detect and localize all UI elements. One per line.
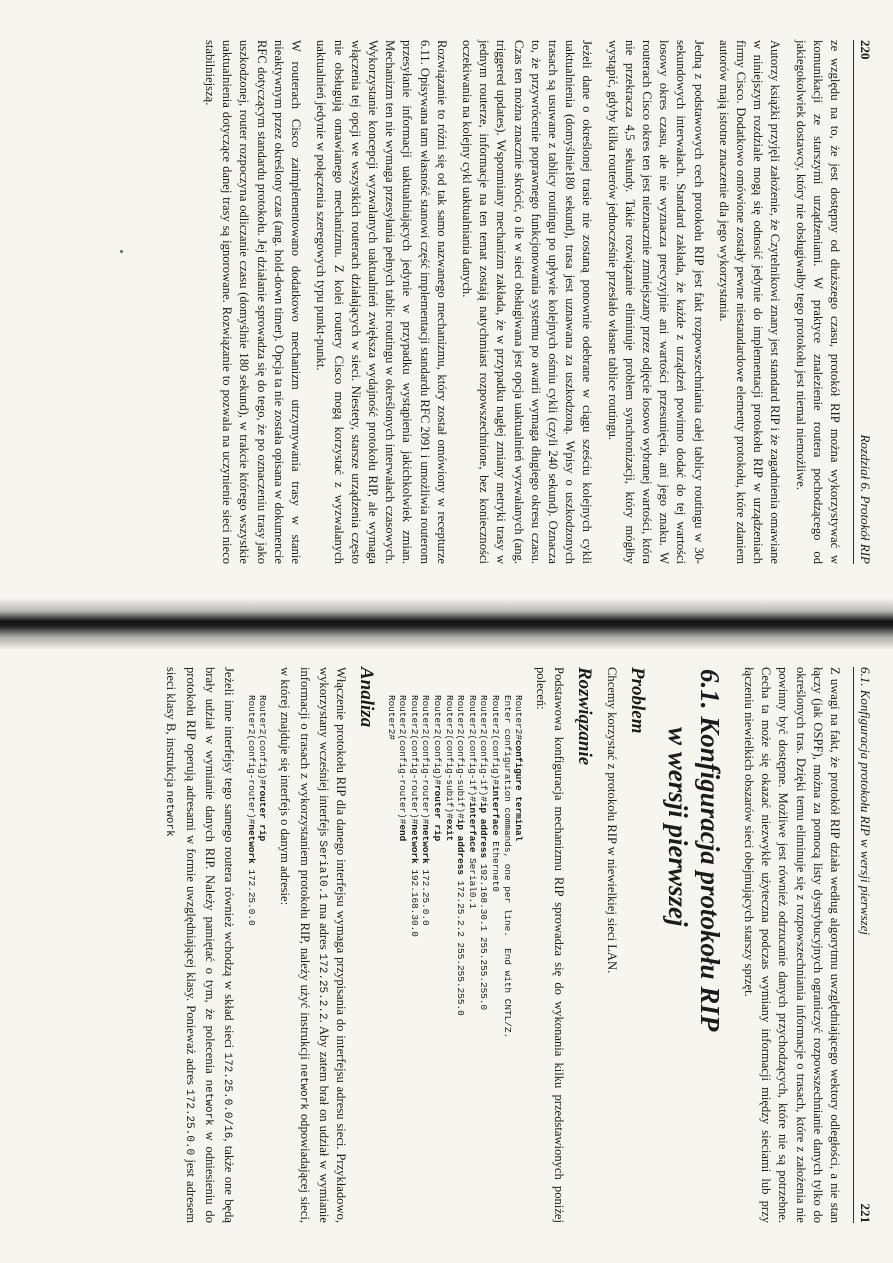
body-paragraph: W routerach Cisco zaimplementowano dodatkowo mechanizm utrzymywania trasy w stanie nieaktywnym przez określony czas (ang. hold-down timer). Opcja ta nie została opisana w dokumencie RFC dotyczącym standardu protokołu. Jej działanie sprowadza się do tego, że po oznaczeniu trasy jako uszkodzonej, router rozpoczyna odliczanie czasu (domyślnie 180 sekund), w trakcie którego wszystkie uaktualnienia dotyczące danej trasy są ignorowane. Rozwiązanie to pozwala na uczynienie sieci nieco stabilniejszą. bbox=[203, 40, 304, 564]
intro-paragraph: Z uwagi na fakt, że protokół RIP działa według algorytmu uwzględniającego wektory odległości, a nie stan łączy (jak OSPF), można za pomocą listy dystrybucyjnych ograniczyć rozpowszechnianie danych tylko do określonych tras. Dzięki temu eliminuje się z rozpowszechniania informacje o trasach, które z założenia nie powinny być dostępne. Możliwe jest również odrzucanie danych przychodzących, które nie są potrzebne. Cecha ta może się okazać niezwykle użyteczna podczas wymiany informacji między sieciami lub przy łączeniu niewielkich obszarów sieci obejmujących starszy sprzęt. bbox=[741, 667, 842, 1223]
config-command: network bbox=[420, 824, 432, 864]
inline-code: network bbox=[201, 1079, 214, 1126]
book-gutter-shadow bbox=[0, 598, 893, 650]
text-run: odpowiadającej sieci, w której znajduje się interfejs o danym adresie: bbox=[278, 667, 312, 1223]
config-line bbox=[513, 695, 524, 841]
section-title bbox=[662, 667, 726, 1223]
config-prompt: Router2# bbox=[513, 695, 525, 741]
text-run: w odniesieniu do protokołu RIP operują adresami w formie uwzględniającej klasy. Ponieważ adres bbox=[183, 667, 217, 1223]
config-prompt: Router2(config)# bbox=[257, 695, 269, 786]
config-line bbox=[257, 695, 268, 841]
inline-code: 172.25.0.0 bbox=[182, 1089, 195, 1156]
config-command: ip address bbox=[478, 801, 490, 859]
config-line bbox=[444, 695, 455, 841]
scan-speck bbox=[120, 250, 123, 253]
text-run: Włączenie protokołu RIP dla danego interfejsu wymaga przypisania do interfejsu adresu sieci. Przykładowo, wykorzystany wcześniej interfejs bbox=[316, 667, 349, 1223]
config-prompt: Router2(config-router)# bbox=[245, 695, 257, 825]
final-paragraph bbox=[160, 667, 237, 1223]
analysis-config-listing bbox=[245, 695, 268, 1223]
config-command: router rip bbox=[432, 785, 444, 842]
config-line bbox=[502, 695, 513, 1038]
config-command: interface bbox=[466, 801, 478, 853]
heading-problem: Problem bbox=[626, 667, 648, 734]
page-number-left: 220 bbox=[858, 40, 873, 60]
config-line bbox=[432, 695, 443, 841]
analysis-paragraph bbox=[276, 667, 349, 1223]
config-line bbox=[386, 695, 397, 740]
heading-analysis: Analiza bbox=[356, 667, 378, 728]
config-line bbox=[455, 695, 466, 1016]
running-header-right bbox=[853, 667, 873, 1223]
text-run: Jeżeli inne interfejsy tego samego routera również wchodzą w skład sieci bbox=[222, 667, 237, 1053]
config-line bbox=[490, 695, 501, 892]
config-command: interface bbox=[489, 785, 501, 836]
config-prompt: Router2(config-if)# bbox=[478, 695, 490, 802]
problem-paragraph: Chcemy korzystać z protokołu RIP w niewielkiej sieci LAN. bbox=[604, 667, 619, 974]
config-listing bbox=[385, 695, 524, 1223]
config-command: router rip bbox=[257, 785, 269, 842]
heading-solution: Rozwiązanie bbox=[573, 667, 595, 766]
inline-code: 172.25.2.2 bbox=[315, 953, 328, 1020]
config-line bbox=[420, 695, 431, 926]
body-paragraph: Rozwiązanie to różni się od tak samo nazwanego mechanizmu, który został omówiony w recepturze 6.11. Opisywana tam własność stanowi część implementacji standardu RFC 2091 i umożliwia routerom przesyłanie informacji uaktualniających jedynie w przypadku wystąpienia jakichkolwiek zmian. Mechanizm ten nie wymaga przesyłania pełnych tablic routingu w określonych interwałach czasowych. Wykorzystanie koncepcji wyzwalanych uaktualnień zwiększa wydajność protokołu RIP, ale wymaga włączenia tej opcji we wszystkich routerach działających w sieci. Niestety, starsze urządzenia często nie obsługują omawianego mechanizmu. Z kolei routery Cisco mogą korzystać z wyzwalanych uaktualnień jedynie w połączenia szeregowych typu punkt-punkt. bbox=[314, 40, 449, 564]
config-line bbox=[467, 695, 478, 909]
config-command: network bbox=[245, 824, 257, 864]
inline-code: network bbox=[163, 790, 176, 837]
config-line bbox=[246, 695, 257, 926]
config-prompt: Router2(config-router)# bbox=[397, 695, 409, 825]
config-line bbox=[478, 695, 489, 1010]
right-page bbox=[0, 645, 893, 1263]
config-prompt: Router2# bbox=[385, 695, 397, 741]
running-header-left bbox=[853, 40, 873, 564]
inline-code: network bbox=[296, 1063, 309, 1110]
config-argument: 192.168.30.0 bbox=[408, 863, 420, 937]
body-paragraph: Autorzy książki przyjęli założenie, że Czytelnikowi znany jest standard RIP i że zagadnienia omawiane w niniejszym rozdziale mogą się odnosić jedynie do implementacji protokołu RIP w urządzeniach firmy Cisco. Dodatkowo omówione zostały pewne niestandardowe elementy protokołu, które zdaniem autorów mają istotne znaczenie dla jego wykorzystania. bbox=[716, 40, 783, 564]
text-run: jest adresem sieci klasy B, instrukcja bbox=[164, 667, 198, 1223]
config-argument: 172.25.2.2 255.255.255.0 bbox=[455, 875, 467, 1016]
config-argument: 192.168.30.1 255.255.255.0 bbox=[478, 858, 490, 1011]
config-command: network bbox=[408, 824, 420, 864]
page-number-right: 221 bbox=[858, 1203, 873, 1223]
config-argument: 172.25.0.0 bbox=[245, 863, 257, 926]
inline-code: 172.25.0.0/16 bbox=[221, 1052, 234, 1139]
section-title-line1: 6.1. Konfiguracja protokołu RIP bbox=[694, 669, 725, 1032]
config-prompt: Router2(config)# bbox=[489, 695, 501, 786]
config-argument: Ethernet0 bbox=[489, 835, 501, 892]
config-command: configure terminal bbox=[513, 740, 525, 842]
config-prompt: Enter configuration commands, one per line. End with CNTL/Z. bbox=[501, 695, 513, 1039]
solution-paragraph: Podstawowa konfiguracja mechanizmu RIP sprowadza się do wykonania kilku przedstawionych poniżej poleceń: bbox=[534, 667, 566, 1223]
body-paragraph: Jedną z podstawowych cech protokołu RIP jest fakt rozpowszechniania całej tablicy routingu w 30-sekundowych interwałach. Standard zakłada, że każde z urządzeń powinno dodać do tej wartości losowy okres czasu, ale nie wyznacza precyzyjnie ani wartości przesunięcia, ani jego znaku. W routerach Cisco okres ten jest nieznacznie zmniejszany przez odjęcie losowo wybranej wartości, która nie przekracza 4,5 sekundy. Takie rozwiązanie eliminuje problem synchronizacji, który mógłby wystąpić, gdyby kilka routerów jednocześnie przesłało własne tablice routingu. bbox=[605, 40, 706, 564]
running-head-left: Rozdział 6. Protokół RIP bbox=[858, 434, 873, 564]
config-prompt: Router2(config-subif)# bbox=[455, 695, 467, 819]
body-paragraph: Jeżeli dane o określonej trasie nie zostaną ponownie odebrane w ciągu sześciu kolejnych cykli uaktualnienia (domyślnie180 sekund), trasa jest uznawana za uszkodzoną. Wpisy o uszkodzonych trasach są usuwane z tablicy routingu po upływie kolejnych ośmiu cykli (czyli 240 sekund). Oznacza to, że przywrócenie poprawnego funkcjonowania systemu po awarii wymaga długiego okresu czasu. Czas ten można znacznie skrócić, o ile w sieci obsługiwana jest opcja uaktualnień wyzwalanych (ang. triggered updates). Wspomniany mechanizm zakłada, że w przypadku nagłej zmiany metryki trasy w jednym routerze, informacje na ten temat zostają natychmiast rozpowszechnione, bez konieczności oczekiwania na kolejny cykl uaktualniania danych. bbox=[459, 40, 595, 564]
text-run: , także one będą brały udział w wymianie danych RIP. Należy pamiętać o tym, że polecenia bbox=[202, 667, 237, 1223]
body-paragraph: ze względu na to, że jest dostępny od dłuższego czasu, protokół RIP można wykorzystywać w komunikacji ze starszymi urządzeniami. W praktyce znalezienie routera pochodzącego od jakiegokolwiek dostawcy, który nie obsługiwałby tego protokołu jest niemal niemożliwe. bbox=[793, 40, 842, 564]
text-run: ma adres bbox=[316, 899, 331, 954]
inline-code: Serial0.1 bbox=[315, 840, 328, 900]
config-prompt: Router2(config-router)# bbox=[420, 695, 432, 825]
config-argument: 172.25.0.0 bbox=[420, 863, 432, 926]
config-prompt: Router2(config)# bbox=[432, 695, 444, 786]
section-title-line2: w wersji pierwszej bbox=[662, 727, 693, 927]
config-command: end bbox=[397, 824, 409, 842]
left-page bbox=[0, 0, 893, 600]
config-line bbox=[409, 695, 420, 937]
config-prompt: Router2(config-subif)# bbox=[443, 695, 455, 819]
config-line bbox=[397, 695, 408, 841]
running-head-right: 6.1. Konfiguracja protokołu RIP w wersji pierwszej bbox=[858, 667, 873, 935]
text-run: . Aby zatem brał on udział w wymianie informacji o trasach z wykorzystaniem protokołu RIP, należy użyć instrukcji bbox=[297, 667, 331, 1223]
config-prompt: Router2(config-router)# bbox=[408, 695, 420, 825]
config-command: exit bbox=[443, 818, 455, 842]
config-argument: Serial0.1 bbox=[466, 852, 478, 909]
config-command: ip address bbox=[455, 818, 467, 876]
config-prompt: Router2(config-if)# bbox=[466, 695, 478, 802]
